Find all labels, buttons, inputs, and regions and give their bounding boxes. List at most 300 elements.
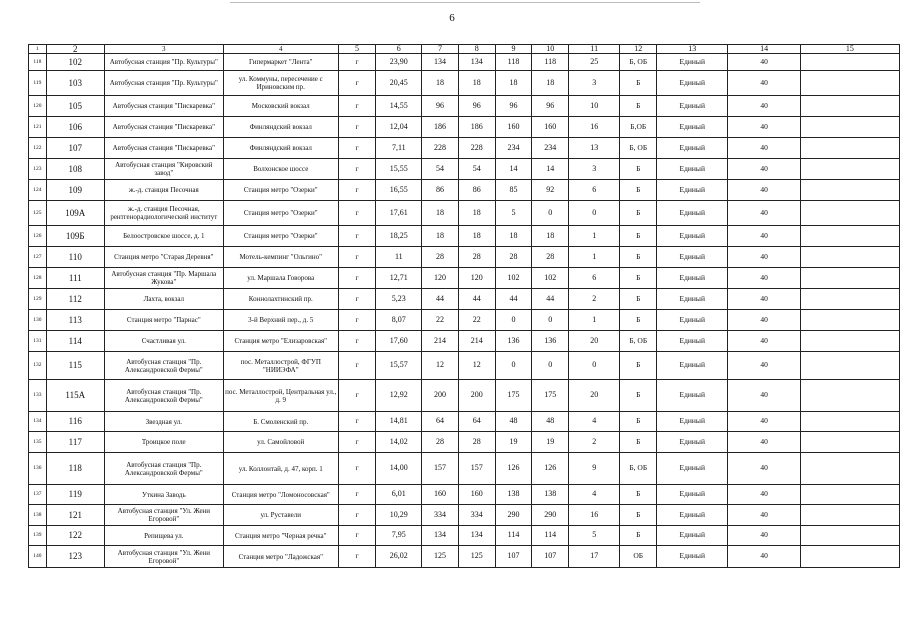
table-cell: 114 (46, 331, 104, 352)
table-row (29, 331, 900, 352)
table-cell: 40 (728, 289, 800, 310)
table-cell: 234 (532, 138, 569, 159)
table-cell: 105 (46, 96, 104, 117)
table-cell: 0 (495, 310, 532, 331)
table-row (29, 505, 900, 526)
table-cell: Единый (657, 352, 728, 380)
table-cell: 40 (728, 117, 800, 138)
table-cell: 4 (569, 485, 620, 505)
column-header-9: 9 (495, 45, 532, 54)
table-cell: г (338, 412, 376, 432)
table-cell: 4 (569, 412, 620, 432)
column-header-8: 8 (458, 45, 495, 54)
table-cell: Единый (657, 412, 728, 432)
table-row (29, 485, 900, 505)
table-cell: 0 (532, 201, 569, 226)
table-cell: 109 (46, 180, 104, 201)
table-cell: 290 (495, 505, 532, 526)
table-cell: Единый (657, 289, 728, 310)
column-header-4: 4 (223, 45, 338, 54)
table-cell: 40 (728, 201, 800, 226)
table-cell: 54 (422, 159, 459, 180)
table-cell: 40 (728, 526, 800, 546)
table-cell: 0 (532, 352, 569, 380)
table-cell: Станция метро "Озерки" (223, 226, 338, 247)
table-row (29, 117, 900, 138)
table-cell: 5 (569, 526, 620, 546)
table-cell: 140 (29, 546, 47, 568)
table-cell: 64 (422, 412, 459, 432)
table-cell: г (338, 247, 376, 268)
table-cell: 107 (532, 546, 569, 568)
table-cell: 25 (569, 54, 620, 71)
table-row (29, 380, 900, 412)
table-cell: 5,23 (376, 289, 422, 310)
table-cell: 110 (46, 247, 104, 268)
table-cell: 18 (422, 71, 459, 96)
table-cell: 118 (29, 54, 47, 71)
table-cell: 20 (569, 331, 620, 352)
table-row (29, 247, 900, 268)
table-cell: Станция метро "Парнас" (104, 310, 223, 331)
table-cell: 115 (46, 352, 104, 380)
table-cell: г (338, 310, 376, 331)
table-cell: 40 (728, 310, 800, 331)
table-row (29, 226, 900, 247)
table-cell: Б (620, 201, 657, 226)
table-cell: Б, ОБ (620, 453, 657, 485)
table-cell: 136 (532, 331, 569, 352)
table-cell: 131 (29, 331, 47, 352)
table-cell: 138 (532, 485, 569, 505)
table-cell: г (338, 226, 376, 247)
table-cell: Б, ОБ (620, 54, 657, 71)
table-cell (800, 247, 899, 268)
table-cell: 12,92 (376, 380, 422, 412)
table-cell (800, 453, 899, 485)
table-cell: ул. Коллонтай, д. 47, корп. 1 (223, 453, 338, 485)
table-cell: 18 (458, 71, 495, 96)
table-cell: 214 (422, 331, 459, 352)
table-cell: 134 (422, 526, 459, 546)
column-header-15: 15 (800, 45, 899, 54)
table-cell: 85 (495, 180, 532, 201)
table-cell: 120 (422, 268, 459, 289)
table-cell: 44 (495, 289, 532, 310)
table-cell: 14,55 (376, 96, 422, 117)
table-cell (800, 505, 899, 526)
column-header-10: 10 (532, 45, 569, 54)
table-cell: 96 (532, 96, 569, 117)
table-cell: 126 (29, 226, 47, 247)
table-cell: Волхонское шоссе (223, 159, 338, 180)
table-cell: Единый (657, 159, 728, 180)
table-cell: 12,04 (376, 117, 422, 138)
table-cell: Станция метро "Ломоносовская" (223, 485, 338, 505)
table-cell: 23,90 (376, 54, 422, 71)
table-cell: 40 (728, 268, 800, 289)
table-cell (800, 331, 899, 352)
routes-table (28, 44, 900, 568)
table-cell: 6 (569, 180, 620, 201)
table-cell: 133 (29, 380, 47, 412)
table-cell: Станция метро "Черная речка" (223, 526, 338, 546)
table-cell: Б (620, 380, 657, 412)
table-cell: 5 (495, 201, 532, 226)
table-cell: 160 (458, 485, 495, 505)
table-cell: 18 (495, 71, 532, 96)
table-cell: 28 (458, 432, 495, 453)
table-cell: Автобусная станция "Пискаревка" (104, 117, 223, 138)
table-cell: Автобусная станция "Пискаревка" (104, 96, 223, 117)
table-row (29, 268, 900, 289)
table-cell: 160 (495, 117, 532, 138)
table-cell: Единый (657, 546, 728, 568)
table-cell (800, 432, 899, 453)
table-cell: г (338, 352, 376, 380)
table-cell: г (338, 546, 376, 568)
table-cell (800, 159, 899, 180)
table-cell: 44 (422, 289, 459, 310)
table-cell (800, 352, 899, 380)
table-cell: 86 (458, 180, 495, 201)
table-cell: Звездная ул. (104, 412, 223, 432)
table-cell: Финляндский вокзал (223, 117, 338, 138)
table-cell: Единый (657, 180, 728, 201)
table-cell: Единый (657, 138, 728, 159)
table-row (29, 289, 900, 310)
table-cell: 40 (728, 485, 800, 505)
table-cell: ОБ (620, 546, 657, 568)
table-cell: Б (620, 180, 657, 201)
table-cell: Станция метро "Старая Деревня" (104, 247, 223, 268)
table-cell: Б (620, 352, 657, 380)
table-cell: Единый (657, 432, 728, 453)
table-cell: 136 (29, 453, 47, 485)
table-cell: Счастливая ул. (104, 331, 223, 352)
table-cell: 40 (728, 352, 800, 380)
table-cell: г (338, 71, 376, 96)
table-cell: Единый (657, 226, 728, 247)
table-cell: 64 (458, 412, 495, 432)
table-row (29, 546, 900, 568)
table-cell: г (338, 117, 376, 138)
table-cell: 19 (495, 432, 532, 453)
table-cell: Автобусная станция "Ул. Жени Егоровой" (104, 546, 223, 568)
table-cell: 14 (532, 159, 569, 180)
column-header-2: 2 (46, 45, 104, 54)
table-cell: 128 (29, 268, 47, 289)
table-cell: Б (620, 526, 657, 546)
table-cell: 228 (422, 138, 459, 159)
table-cell: Московский вокзал (223, 96, 338, 117)
table-cell: 40 (728, 380, 800, 412)
table-cell: г (338, 485, 376, 505)
page-number: 6 (449, 12, 455, 24)
table-cell: 106 (46, 117, 104, 138)
table-cell: 40 (728, 505, 800, 526)
table-cell: 96 (495, 96, 532, 117)
table-cell: г (338, 201, 376, 226)
table-cell: 15,55 (376, 159, 422, 180)
table-cell: Станция метро "Озерки" (223, 180, 338, 201)
table-cell: 134 (422, 54, 459, 71)
table-cell: 17 (569, 546, 620, 568)
table-cell: 132 (29, 352, 47, 380)
column-header-5: 5 (338, 45, 376, 54)
table-cell: 26,02 (376, 546, 422, 568)
table-cell: 234 (495, 138, 532, 159)
table-cell: Гипермаркет "Лента" (223, 54, 338, 71)
table-cell: Единый (657, 96, 728, 117)
table-cell: г (338, 180, 376, 201)
column-header-7: 7 (422, 45, 459, 54)
table-cell: 0 (495, 352, 532, 380)
table-cell: 40 (728, 412, 800, 432)
table-cell (800, 226, 899, 247)
table-cell: 107 (46, 138, 104, 159)
table-cell: Единый (657, 505, 728, 526)
table-cell: 40 (728, 453, 800, 485)
table-cell: 0 (569, 201, 620, 226)
table-cell: Б (620, 310, 657, 331)
table-cell: г (338, 96, 376, 117)
table-cell: 40 (728, 546, 800, 568)
column-header-13: 13 (657, 45, 728, 54)
table-cell: 115А (46, 380, 104, 412)
table-cell: 14,81 (376, 412, 422, 432)
table-cell: Единый (657, 71, 728, 96)
table-cell: 7,11 (376, 138, 422, 159)
table-row (29, 159, 900, 180)
table-cell: Б,ОБ (620, 117, 657, 138)
table-cell: г (338, 268, 376, 289)
table-cell: 40 (728, 247, 800, 268)
table-cell: 111 (46, 268, 104, 289)
table-cell: Б (620, 159, 657, 180)
table-cell: ул. Руставели (223, 505, 338, 526)
table-cell: 119 (29, 71, 47, 96)
table-cell: 17,61 (376, 201, 422, 226)
table-cell: ж.-д. станция Песочная (104, 180, 223, 201)
table-cell: 40 (728, 96, 800, 117)
column-header-12: 12 (620, 45, 657, 54)
table-cell: Б (620, 289, 657, 310)
table-cell: Автобусная станция "Пр. Александровской Фермы" (104, 380, 223, 412)
table-cell: Автобусная станция "Пр. Александровской Фермы" (104, 352, 223, 380)
table-cell: г (338, 380, 376, 412)
table-cell: 10,29 (376, 505, 422, 526)
table-cell: 18 (458, 201, 495, 226)
table-cell: 118 (46, 453, 104, 485)
table-cell: 137 (29, 485, 47, 505)
table-cell: Б (620, 268, 657, 289)
table-cell: 48 (532, 412, 569, 432)
table-cell: Единый (657, 201, 728, 226)
table-cell: 14,02 (376, 432, 422, 453)
table-cell: Станция метро "Озерки" (223, 201, 338, 226)
top-rule (230, 2, 700, 3)
table-cell: 228 (458, 138, 495, 159)
table-cell: 135 (29, 432, 47, 453)
table-cell (800, 268, 899, 289)
table-cell: 157 (458, 453, 495, 485)
table-row (29, 180, 900, 201)
table-cell: 3 (569, 159, 620, 180)
table-cell: Б (620, 505, 657, 526)
table-cell (800, 310, 899, 331)
table-cell: 44 (532, 289, 569, 310)
table-cell: 123 (46, 546, 104, 568)
table-cell: Троицкое поле (104, 432, 223, 453)
table-cell: Б (620, 485, 657, 505)
table-cell: 6,01 (376, 485, 422, 505)
table-cell: 6 (569, 268, 620, 289)
table-cell: 14 (495, 159, 532, 180)
table-cell: 121 (29, 117, 47, 138)
table-cell (800, 201, 899, 226)
table-cell: Финляндский вокзал (223, 138, 338, 159)
table-cell: ул. Маршала Говорова (223, 268, 338, 289)
table-cell: Единый (657, 54, 728, 71)
table-cell (800, 412, 899, 432)
table-cell: 116 (46, 412, 104, 432)
table-cell: 108 (46, 159, 104, 180)
table-cell: Б, ОБ (620, 138, 657, 159)
table-cell: 125 (29, 201, 47, 226)
table-cell: Единый (657, 453, 728, 485)
table-cell: Единый (657, 247, 728, 268)
table-cell: 12,71 (376, 268, 422, 289)
table-cell: 136 (495, 331, 532, 352)
table-cell: Автобусная станция "Пр. Культуры" (104, 54, 223, 71)
table-cell: 0 (532, 310, 569, 331)
table-cell: 40 (728, 331, 800, 352)
table-cell: Б (620, 96, 657, 117)
table-cell: 290 (532, 505, 569, 526)
table-cell: 20 (569, 380, 620, 412)
table-cell: 200 (422, 380, 459, 412)
table-cell (800, 546, 899, 568)
table-cell: 28 (495, 247, 532, 268)
table-cell: 96 (458, 96, 495, 117)
table-cell: 134 (29, 412, 47, 432)
column-header-14: 14 (728, 45, 800, 54)
table-cell: 22 (458, 310, 495, 331)
table-cell: 160 (532, 117, 569, 138)
table-cell: 122 (29, 138, 47, 159)
table-cell (800, 380, 899, 412)
table-cell: 117 (46, 432, 104, 453)
table-cell: 18 (422, 226, 459, 247)
table-cell: 28 (532, 247, 569, 268)
table-cell: 334 (422, 505, 459, 526)
table-cell: Станция метро "Ладожская" (223, 546, 338, 568)
table-cell: Б (620, 432, 657, 453)
table-row (29, 432, 900, 453)
table-cell: 138 (29, 505, 47, 526)
table-cell: 1 (569, 247, 620, 268)
table-cell: 126 (495, 453, 532, 485)
table-cell: Автобусная станция "Пр. Маршала Жукова" (104, 268, 223, 289)
column-header-6: 6 (376, 45, 422, 54)
table-cell: 121 (46, 505, 104, 526)
table-cell: 1 (569, 310, 620, 331)
table-cell: ж.-д. станция Песочная, рентгенорадиологический институт (104, 201, 223, 226)
table-row (29, 453, 900, 485)
table-cell: 120 (29, 96, 47, 117)
table-cell: 3-й Верхний пер., д. 5 (223, 310, 338, 331)
table-cell: Репищева ул. (104, 526, 223, 546)
table-cell: Автобусная станция "Пр. Культуры" (104, 71, 223, 96)
table-cell: 12 (458, 352, 495, 380)
table-cell: Коннолахтинский пр. (223, 289, 338, 310)
table-row (29, 71, 900, 96)
table-cell: 28 (422, 432, 459, 453)
table-cell: 186 (458, 117, 495, 138)
table-cell: 134 (458, 54, 495, 71)
table-cell: 134 (458, 526, 495, 546)
table-cell: 114 (532, 526, 569, 546)
table-cell: пос. Металлострой, ФГУП "НИИЭФА" (223, 352, 338, 380)
table-cell: г (338, 505, 376, 526)
table-cell: 40 (728, 180, 800, 201)
table-cell: 44 (458, 289, 495, 310)
table-cell: Единый (657, 331, 728, 352)
table-cell: 123 (29, 159, 47, 180)
table-cell: 2 (569, 289, 620, 310)
table-cell: г (338, 159, 376, 180)
table-cell: 103 (46, 71, 104, 96)
table-cell (800, 54, 899, 71)
table-cell: 18,25 (376, 226, 422, 247)
table-cell: г (338, 432, 376, 453)
table-cell: 129 (29, 289, 47, 310)
table-cell: 3 (569, 71, 620, 96)
table-cell: Единый (657, 268, 728, 289)
column-header-3: 3 (104, 45, 223, 54)
table-cell: Б (620, 226, 657, 247)
table-row (29, 96, 900, 117)
table-cell (800, 289, 899, 310)
table-cell: 7,95 (376, 526, 422, 546)
table-cell: Б (620, 247, 657, 268)
table-cell: 12 (422, 352, 459, 380)
table-cell: 18 (458, 226, 495, 247)
column-header-11: 11 (569, 45, 620, 54)
table-row (29, 412, 900, 432)
table-cell (800, 485, 899, 505)
table-cell: 126 (532, 453, 569, 485)
table-row (29, 526, 900, 546)
table-cell: 114 (495, 526, 532, 546)
table-cell (800, 71, 899, 96)
table-cell: 8,07 (376, 310, 422, 331)
table-cell: Единый (657, 380, 728, 412)
table-cell: Б, ОБ (620, 331, 657, 352)
table-cell: 17,60 (376, 331, 422, 352)
table-cell: 18 (532, 71, 569, 96)
table-cell: Белоостровское шоссе, д. 1 (104, 226, 223, 247)
table-cell: Единый (657, 526, 728, 546)
table-cell: Единый (657, 485, 728, 505)
table-cell: Станция метро "Елизаровская" (223, 331, 338, 352)
table-cell: 2 (569, 432, 620, 453)
table-cell: 214 (458, 331, 495, 352)
table-cell: Уткина Заводь (104, 485, 223, 505)
table-cell: 113 (46, 310, 104, 331)
table-cell: 96 (422, 96, 459, 117)
